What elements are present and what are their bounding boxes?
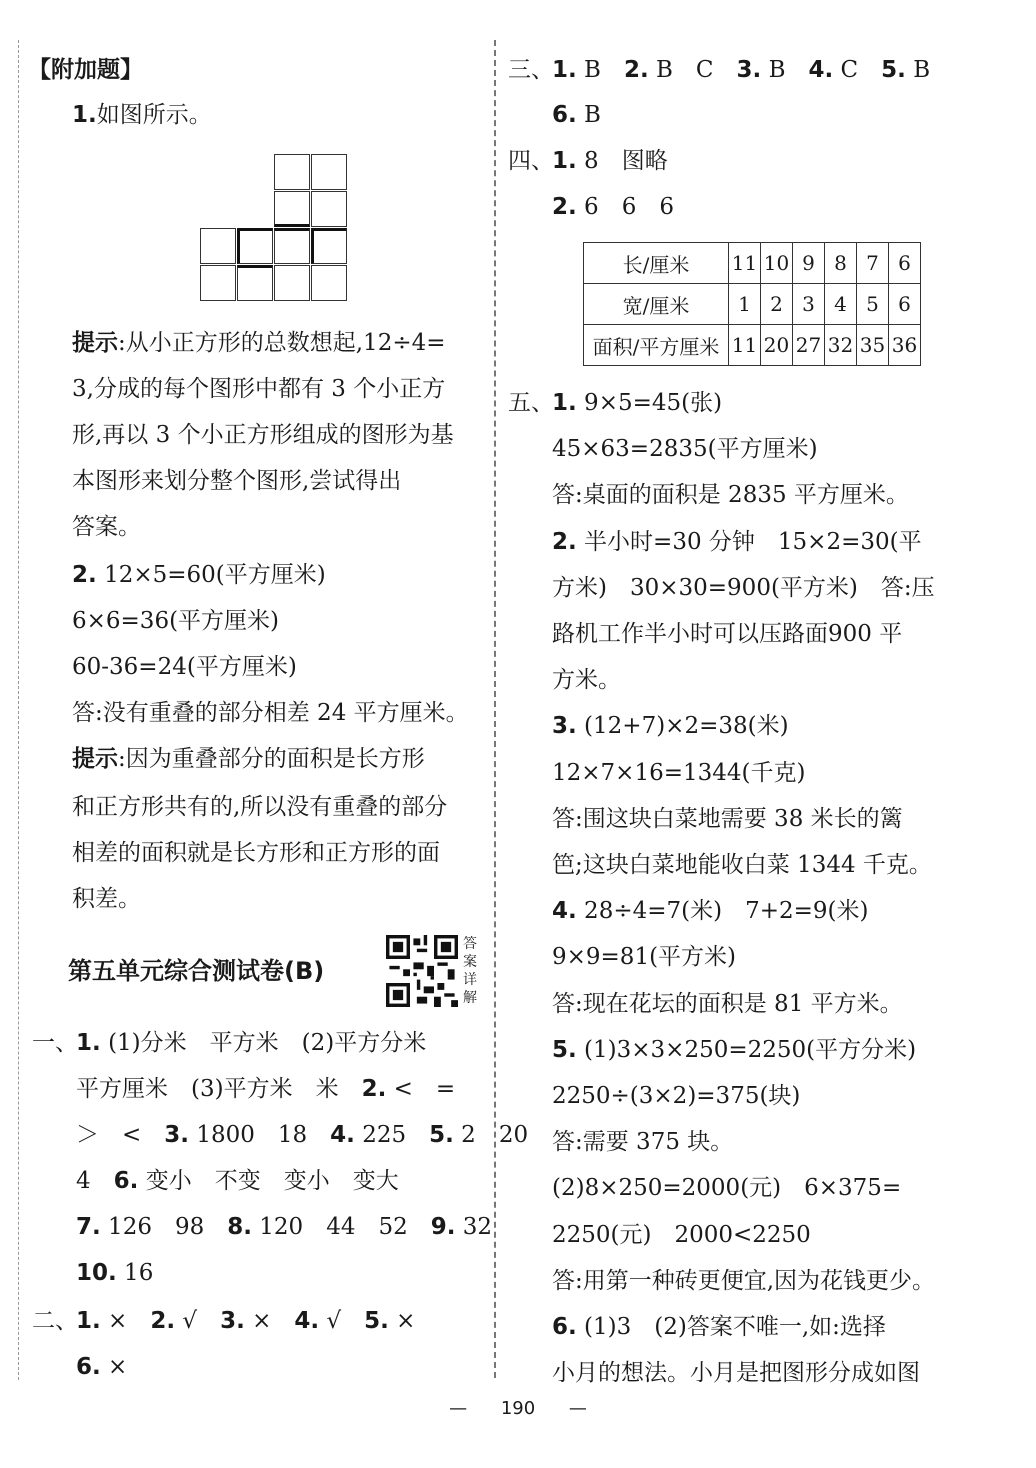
table-cell: 35 bbox=[857, 325, 889, 366]
grid-cell bbox=[237, 265, 273, 301]
table-cell: 10 bbox=[761, 243, 793, 284]
grid-cell bbox=[274, 154, 310, 190]
section-two-line: 1. × 2. √ 3. × 4. √ 5. × bbox=[76, 1308, 416, 1334]
section-five-line: 5. (1)3×3×250=2250(平方分米) bbox=[552, 1037, 917, 1063]
table-cell: 11 bbox=[729, 243, 761, 284]
hint1-line: 本图形来划分整个图形,尝试得出 bbox=[72, 468, 402, 494]
table-cell: 7 bbox=[857, 243, 889, 284]
grid-cell bbox=[311, 265, 347, 301]
grid-cell bbox=[274, 191, 310, 227]
table-cell: 32 bbox=[825, 325, 857, 366]
qr-code-icon[interactable] bbox=[386, 935, 458, 1007]
section-five-line: 方米。 bbox=[552, 667, 621, 693]
hint2-line: 和正方形共有的,所以没有重叠的部分 bbox=[72, 794, 448, 820]
grid-cell bbox=[237, 228, 273, 264]
grid-cell bbox=[274, 265, 310, 301]
section-three-label: 三、 bbox=[508, 57, 554, 83]
left-q2-line: 答:没有重叠的部分相差 24 平方厘米。 bbox=[72, 700, 469, 726]
section-one-line: 1. (1)分米 平方米 (2)平方分米 bbox=[76, 1030, 427, 1056]
grid-cell bbox=[274, 228, 310, 264]
table-cell: 2 bbox=[761, 284, 793, 325]
section-three-line: 6. B bbox=[552, 102, 601, 128]
hint1-line: 形,再以 3 个小正方形组成的图形为基 bbox=[72, 422, 454, 448]
hint2-line: 积差。 bbox=[72, 886, 141, 912]
qr-code-label: 答案详解 bbox=[463, 936, 477, 1006]
table-cell: 6 bbox=[889, 243, 921, 284]
section-five-line: 1. 9×5=45(张) bbox=[552, 390, 723, 416]
section-five-line: 路机工作半小时可以压路面900 平 bbox=[552, 621, 903, 647]
section-one-line: 7. 126 98 8. 120 44 52 9. 32 bbox=[76, 1214, 493, 1240]
unit-title: 第五单元综合测试卷(B) bbox=[68, 957, 325, 985]
hint2-line: 提示:因为重叠部分的面积是长方形 bbox=[72, 746, 425, 772]
left-q1: 1.如图所示。 bbox=[72, 102, 212, 128]
table-cell: 8 bbox=[825, 243, 857, 284]
table-row bbox=[584, 284, 921, 325]
rectangle-table bbox=[583, 242, 921, 366]
table-row bbox=[584, 243, 921, 284]
section-five-line: 2. 半小时=30 分钟 15×2=30(平 bbox=[552, 529, 922, 555]
left-q2-line: 6×6=36(平方厘米) bbox=[72, 608, 280, 634]
table-cell: 1 bbox=[729, 284, 761, 325]
section-one-line: 4 6. 变小 不变 变小 变大 bbox=[76, 1168, 399, 1194]
hint1-line: 提示:从小正方形的总数想起,12÷4= bbox=[72, 330, 446, 356]
left-q2-line: 60-36=24(平方厘米) bbox=[72, 654, 297, 680]
grid-cell bbox=[311, 154, 347, 190]
section-five-line: 答:现在花坛的面积是 81 平方米。 bbox=[552, 991, 903, 1017]
section-five-line: (2)8×250=2000(元) 6×375= bbox=[552, 1175, 902, 1201]
section-one-label: 一、 bbox=[32, 1030, 78, 1056]
table-cell: 36 bbox=[889, 325, 921, 366]
grid-figure bbox=[200, 154, 348, 302]
table-cell: 11 bbox=[729, 325, 761, 366]
table-cell: 9 bbox=[793, 243, 825, 284]
page-number-footer: — 190 — bbox=[449, 1398, 587, 1419]
section-four-label: 四、 bbox=[508, 148, 554, 174]
table-cell: 5 bbox=[857, 284, 889, 325]
table-cell: 3 bbox=[793, 284, 825, 325]
table-cell: 6 bbox=[889, 284, 921, 325]
grid-cell bbox=[311, 191, 347, 227]
table-cell: 4 bbox=[825, 284, 857, 325]
section-five-line: 3. (12+7)×2=38(米) bbox=[552, 713, 789, 739]
section-five-line: 2250÷(3×2)=375(块) bbox=[552, 1083, 801, 1109]
extra-questions-heading: 【附加题】 bbox=[28, 57, 143, 83]
section-five-line: 6. (1)3 (2)答案不唯一,如:选择 bbox=[552, 1314, 886, 1340]
hint2-line: 相差的面积就是长方形和正方形的面 bbox=[72, 840, 440, 866]
table-cell: 27 bbox=[793, 325, 825, 366]
table-cell: 20 bbox=[761, 325, 793, 366]
section-five-line: 答:需要 375 块。 bbox=[552, 1129, 734, 1155]
section-five-line: 小月的想法。小月是把图形分成如图 bbox=[552, 1360, 920, 1386]
section-five-line: 45×63=2835(平方厘米) bbox=[552, 436, 818, 462]
column-divider bbox=[494, 40, 496, 1378]
table-row-header: 宽/厘米 bbox=[584, 284, 729, 325]
section-five-line: 方米) 30×30=900(平方米) 答:压 bbox=[552, 575, 935, 601]
section-five-line: 12×7×16=1344(千克) bbox=[552, 760, 806, 786]
section-one-line: 平方厘米 (3)平方米 米 2. < = bbox=[76, 1076, 456, 1102]
hint1-line: 3,分成的每个图形中都有 3 个小正方 bbox=[72, 376, 446, 402]
grid-cell bbox=[200, 228, 236, 264]
table-row-header: 面积/平方厘米 bbox=[584, 325, 729, 366]
left-margin-rule bbox=[18, 40, 19, 1380]
hint1-line: 答案。 bbox=[72, 514, 141, 540]
grid-cell bbox=[200, 265, 236, 301]
section-five-line: 答:围这块白菜地需要 38 米长的篱 bbox=[552, 806, 903, 832]
table-row-header: 长/厘米 bbox=[584, 243, 729, 284]
section-five-line: 答:用第一种砖更便宜,因为花钱更少。 bbox=[552, 1268, 936, 1294]
section-four-q1: 1. 8 图略 bbox=[552, 148, 668, 174]
section-five-line: 9×9=81(平方米) bbox=[552, 944, 737, 970]
section-five-line: 2250(元) 2000<2250 bbox=[552, 1222, 811, 1248]
section-five-line: 4. 28÷4=7(米) 7+2=9(米) bbox=[552, 898, 869, 924]
table-row bbox=[584, 325, 921, 366]
section-two-label: 二、 bbox=[32, 1308, 78, 1334]
section-five-line: 答:桌面的面积是 2835 平方厘米。 bbox=[552, 482, 909, 508]
page-number: 190 bbox=[500, 1398, 536, 1419]
section-five-label: 五、 bbox=[508, 390, 554, 416]
section-five-line: 笆;这块白菜地能收白菜 1344 千克。 bbox=[552, 852, 932, 878]
section-one-line: ＞ < 3. 1800 18 4. 225 5. 2 20 bbox=[76, 1122, 529, 1148]
section-four-q2: 2. 6 6 6 bbox=[552, 194, 674, 220]
section-one-line: 10. 16 bbox=[76, 1260, 154, 1286]
section-two-line: 6. × bbox=[76, 1354, 128, 1380]
left-q2-line: 2. 12×5=60(平方厘米) bbox=[72, 562, 326, 588]
grid-cell bbox=[311, 228, 347, 264]
section-three-line: 1. B 2. B C 3. B 4. C 5. B bbox=[552, 57, 931, 83]
